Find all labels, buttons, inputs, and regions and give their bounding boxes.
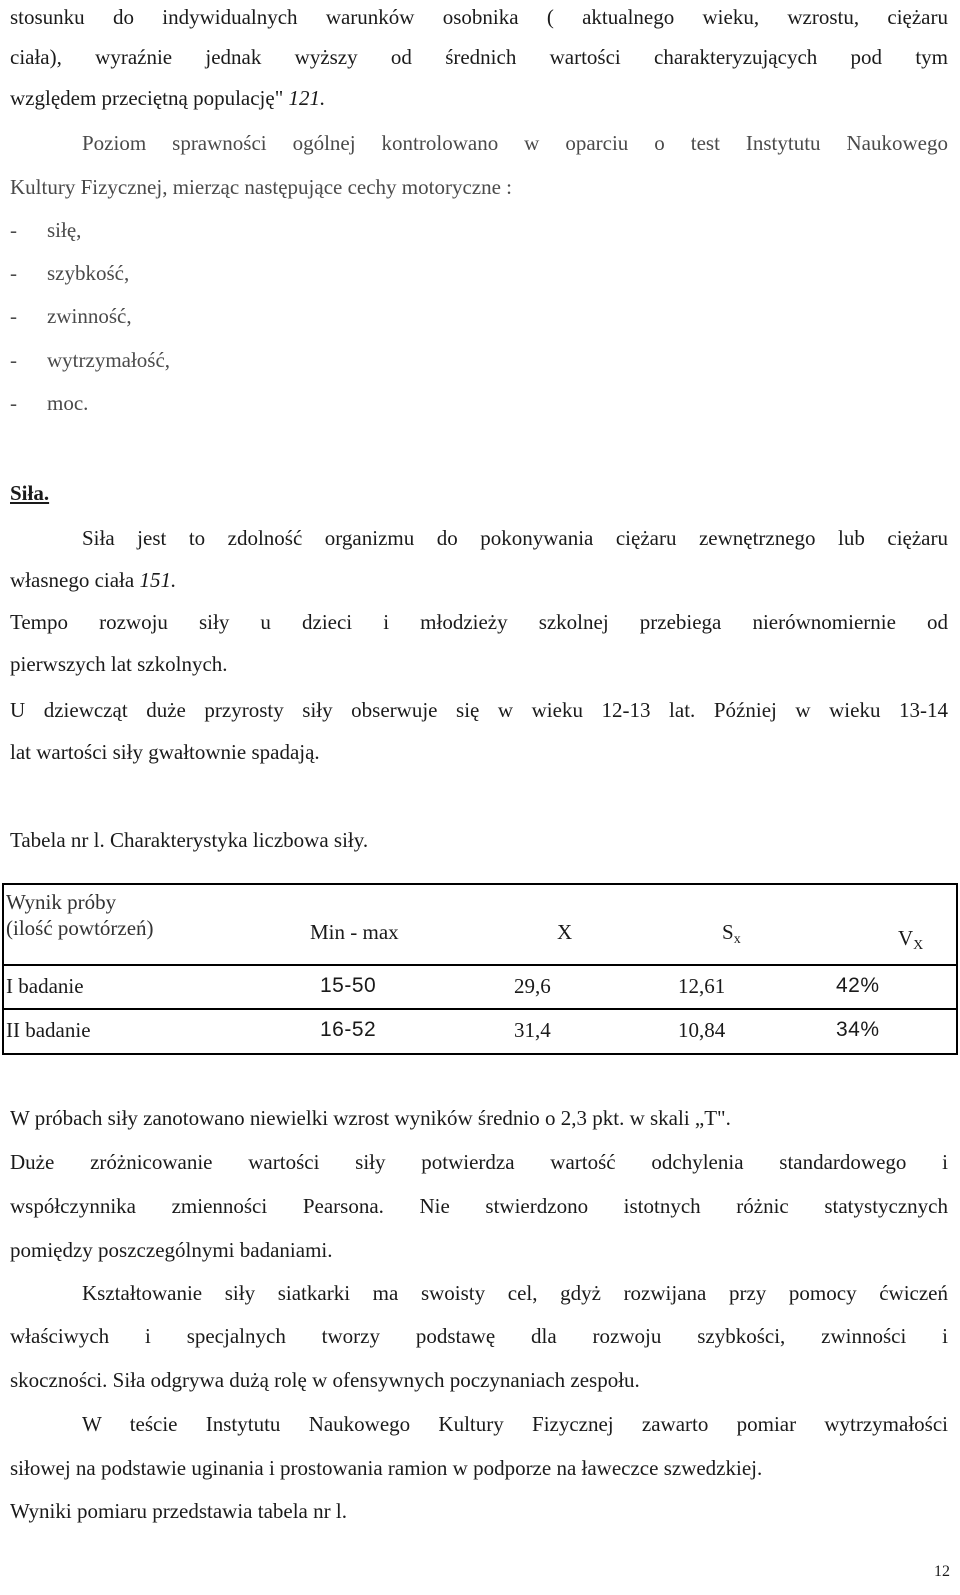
header-subscript: x <box>733 932 741 947</box>
header-cell-result: (ilość powtórzeń) <box>6 916 154 940</box>
paragraph-line: Wyniki pomiaru przedstawia tabela nr l. <box>10 1499 347 1523</box>
table-rule <box>2 964 958 966</box>
header-cell-minmax: Min - max <box>310 920 399 944</box>
list-bullet: - <box>10 304 17 328</box>
paragraph-line: stosunku do indywidualnych warunków osobnika ( aktualnego wieku, wzrostu, ciężaru <box>10 5 948 29</box>
paragraph-line: Siła jest to zdolność organizmu do pokonywania ciężaru zewnętrznego lub ciężaru <box>82 526 948 550</box>
paragraph-line <box>10 85 325 111</box>
header-subscript: X <box>913 938 924 953</box>
cell-sd: 10,84 <box>678 1018 726 1042</box>
paragraph-line: lat wartości siły gwałtownie spadają. <box>10 740 320 764</box>
cell-sd: 12,61 <box>678 974 726 998</box>
paragraph-line: pomiędzy poszczególnymi badaniami. <box>10 1238 333 1262</box>
paragraph-line: W teście Instytutu Naukowego Kultury Fizycznej zawarto pomiar wytrzymałości <box>82 1412 948 1436</box>
header-symbol: S <box>722 920 734 944</box>
cell-minmax: 15-50 <box>320 974 377 997</box>
cell-cv: 42% <box>836 974 880 997</box>
list-bullet: - <box>10 348 17 372</box>
cell-mean: 31,4 <box>514 1018 551 1042</box>
page-number: 12 <box>934 1563 950 1580</box>
header-cell-mean: X <box>557 920 573 944</box>
cell-minmax: 16-52 <box>320 1018 377 1041</box>
paragraph-line <box>10 567 176 593</box>
paragraph-text: własnego ciała <box>10 568 140 592</box>
list-item: zwinność, <box>47 304 132 328</box>
table-rule <box>2 883 958 885</box>
strength-table <box>2 883 958 1055</box>
cell-cv: 34% <box>836 1018 880 1041</box>
table-rule <box>956 883 958 1055</box>
list-item: wytrzymałość, <box>47 348 171 372</box>
table-rule <box>2 883 4 1055</box>
table-rule <box>2 1053 958 1055</box>
paragraph-line: Kultury Fizycznej, mierząc następujące cechy motoryczne : <box>10 175 513 199</box>
paragraph-text: względem przeciętną populację" <box>10 86 289 110</box>
list-bullet: - <box>10 261 17 285</box>
paragraph-line: Duże zróżnicowanie wartości siły potwierdza wartość odchylenia standardowego i <box>10 1150 948 1174</box>
paragraph-line: Poziom sprawności ogólnej kontrolowano w oparciu o test Instytutu Naukowego <box>82 131 948 155</box>
paragraph-line: Kształtowanie siły siatkarki ma swoisty cel, gdyż rozwijana przy pomocy ćwiczeń <box>82 1281 948 1305</box>
table-caption: Tabela nr l. Charakterystyka liczbowa siły. <box>10 828 369 852</box>
list-bullet: - <box>10 218 17 242</box>
row-label: II badanie <box>6 1018 91 1042</box>
header-cell-cv <box>898 925 923 959</box>
list-item: moc. <box>47 391 89 415</box>
header-symbol: V <box>898 926 914 950</box>
list-item: szybkość, <box>47 261 130 285</box>
reference-number: 121. <box>288 86 326 110</box>
paragraph-line: ciała), wyraźnie jednak wyższy od średnich wartości charakteryzujących pod tym <box>10 45 948 69</box>
paragraph-line: Tempo rozwoju siły u dzieci i młodzieży szkolnej przebiega nierównomiernie od <box>10 610 948 634</box>
row-label: I badanie <box>6 974 84 998</box>
list-bullet: - <box>10 391 17 415</box>
list-item: siłę, <box>47 218 82 242</box>
header-cell-result: Wynik próby <box>6 890 117 914</box>
reference-number: 151. <box>139 568 177 592</box>
table-rule <box>2 1008 958 1010</box>
paragraph-line: współczynnika zmienności Pearsona. Nie stwierdzono istotnych różnic statystycznych <box>10 1194 948 1218</box>
paragraph-line: skoczności. Siła odgrywa dużą rolę w ofensywnych poczynaniach zespołu. <box>10 1368 640 1392</box>
paragraph-line: siłowej na podstawie uginania i prostowania ramion w podporze na ławeczce szwedzkiej. <box>10 1456 763 1480</box>
paragraph-line: właściwych i specjalnych tworzy podstawę dla rozwoju szybkości, zwinności i <box>10 1324 948 1348</box>
header-cell-sd <box>722 919 741 953</box>
section-heading: Siła. <box>10 481 50 505</box>
paragraph-line: pierwszych lat szkolnych. <box>10 652 228 676</box>
paragraph-line: U dziewcząt duże przyrosty siły obserwuje się w wieku 12-13 lat. Później w wieku 13-14 <box>10 698 948 722</box>
cell-mean: 29,6 <box>514 974 551 998</box>
paragraph-line: W próbach siły zanotowano niewielki wzrost wyników średnio o 2,3 pkt. w skali „T". <box>10 1106 731 1130</box>
